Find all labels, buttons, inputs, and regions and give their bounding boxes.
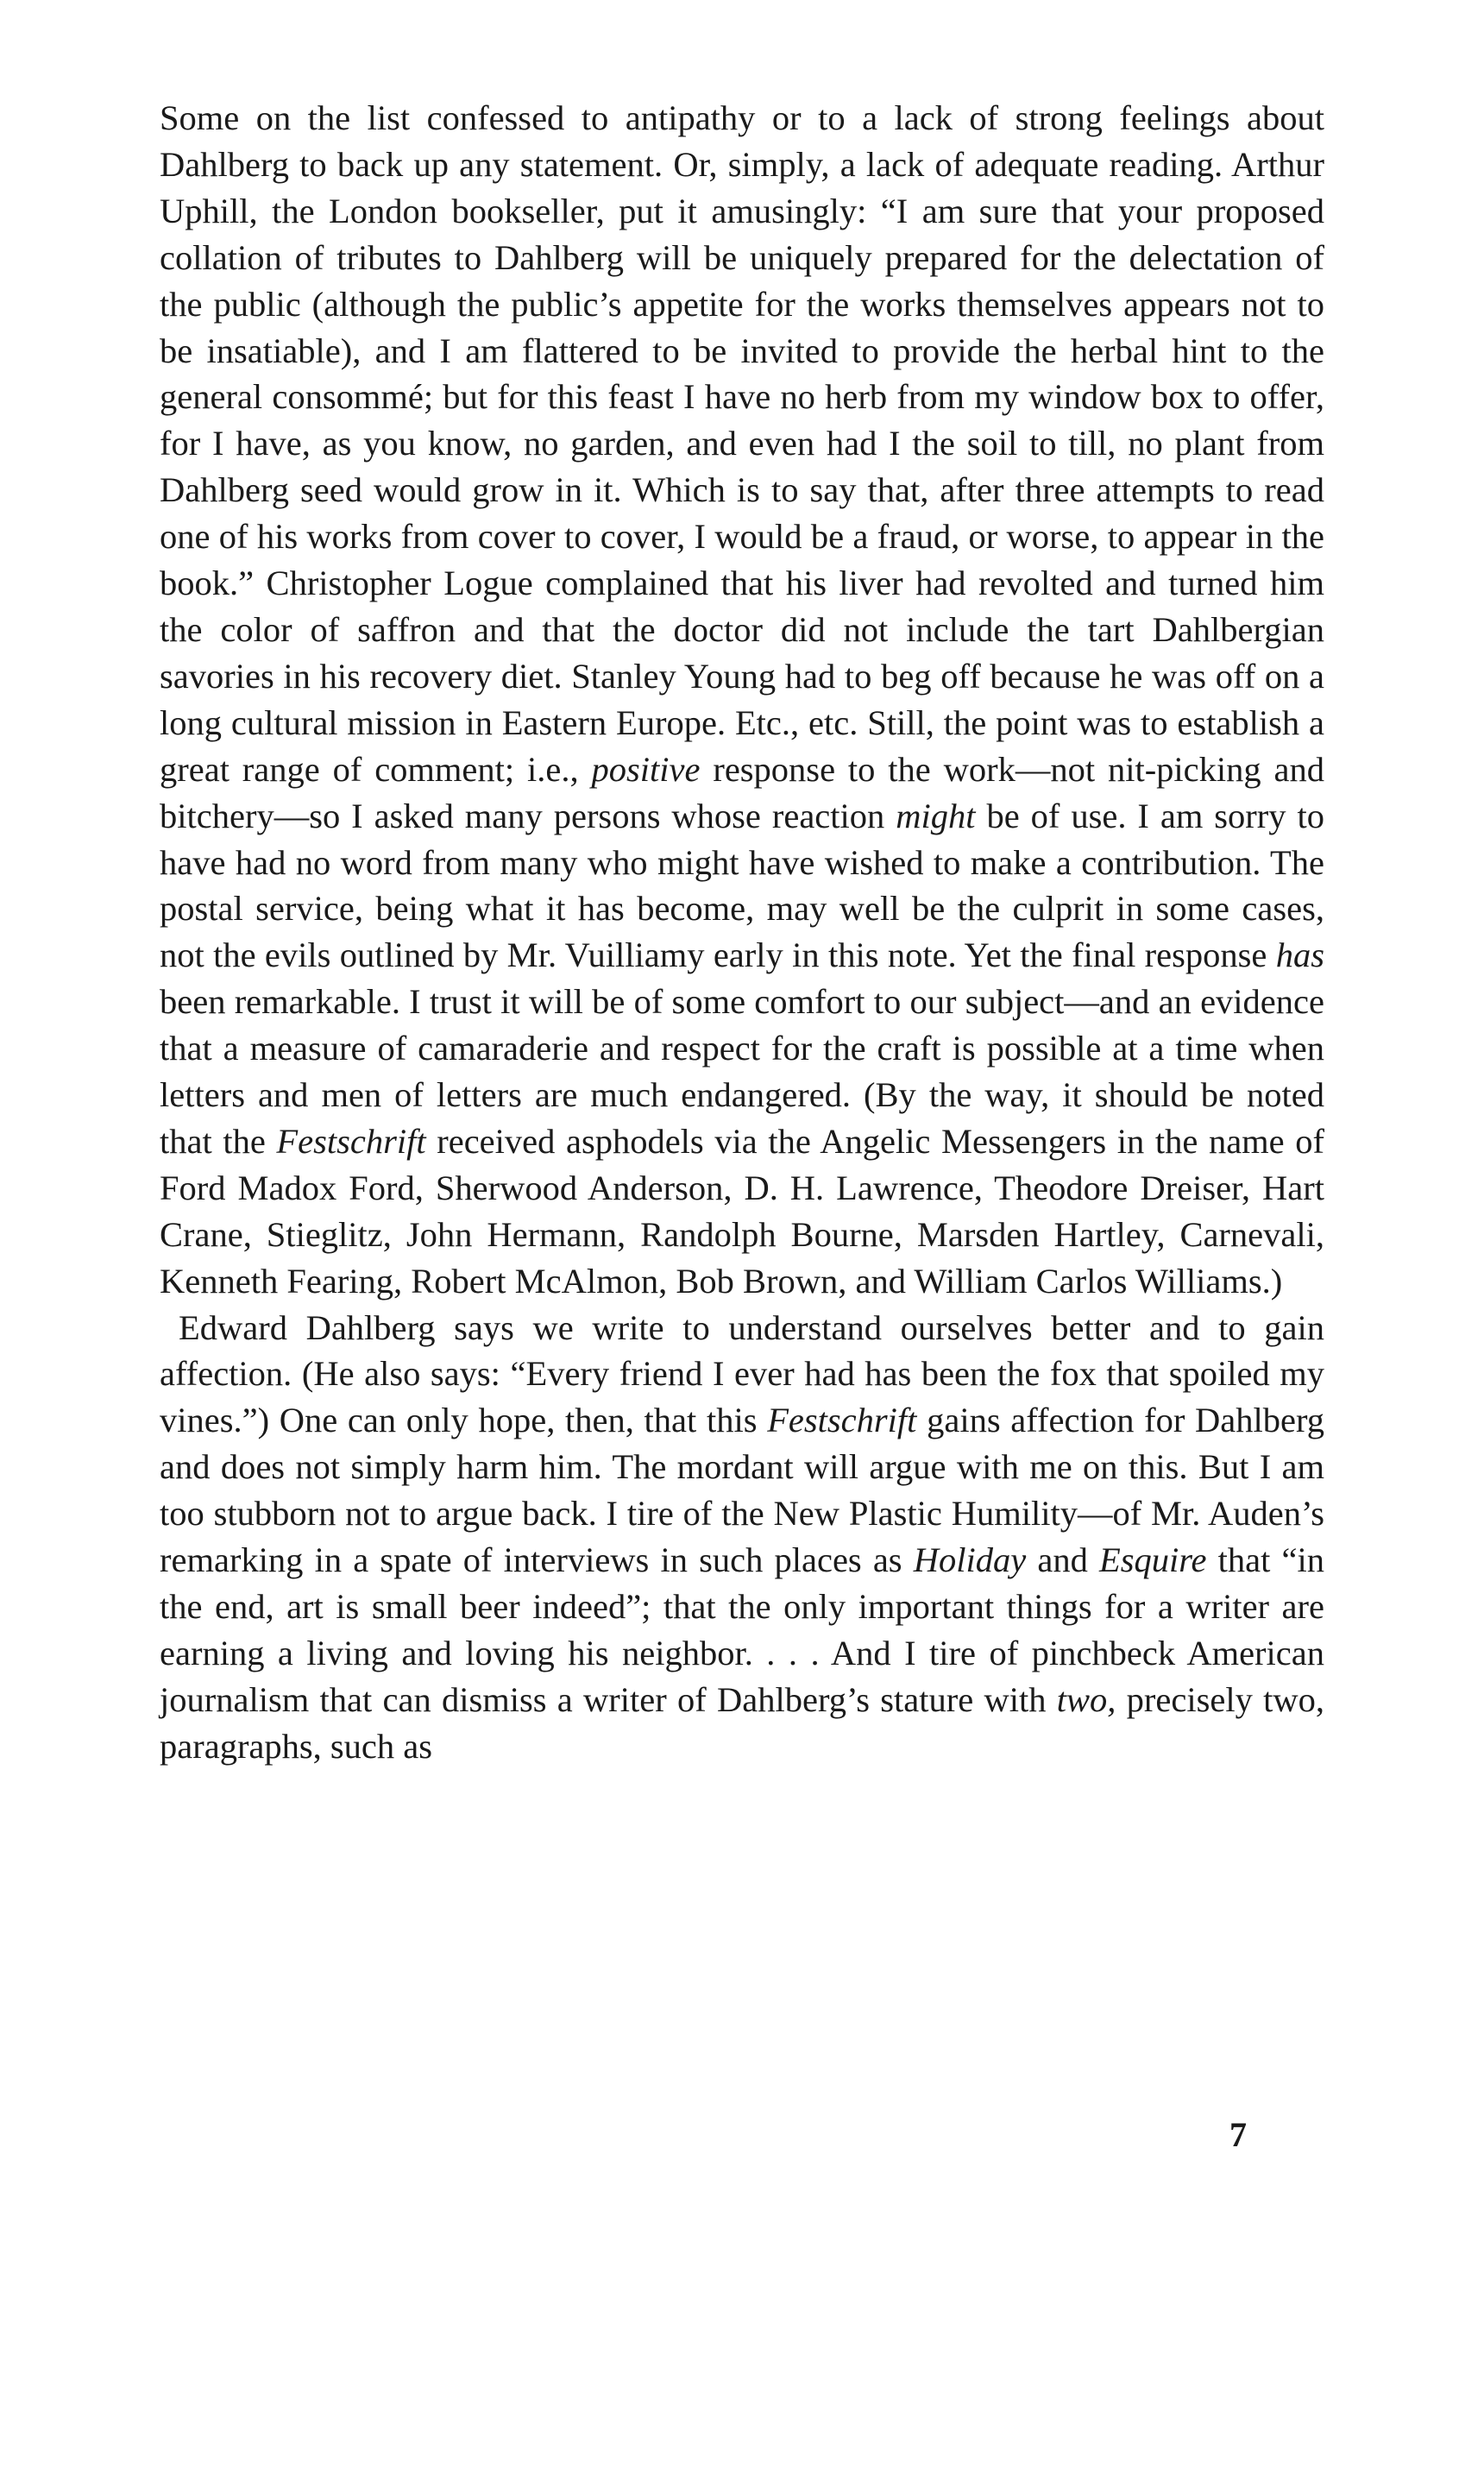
page-number: 7 bbox=[1229, 2115, 1247, 2154]
italic-run: Holiday bbox=[913, 1540, 1027, 1580]
body-text bbox=[160, 95, 1324, 1770]
paragraph-1 bbox=[160, 95, 1324, 1305]
italic-run: Festschrift bbox=[276, 1121, 426, 1161]
italic-run: positive bbox=[591, 749, 701, 789]
text-run: been remarkable. I trust it will be of some comfort to our subject—and an evidence that a measure of camaraderie and respect for the craft is possible at a time when letters and men of letters are much endangered. (By the way, it should be noted that the bbox=[160, 982, 1324, 1161]
italic-run: Festschrift bbox=[767, 1401, 917, 1440]
paragraph-2 bbox=[160, 1305, 1324, 1770]
italic-run: has bbox=[1275, 935, 1324, 975]
text-run: be of use. I am sorry to have had no word from many who might have wished to make a contribution. The postal service, being what it has become, may well be the culprit in some cases, not the evils outlined by Mr. Vuilliamy early in this note. Yet the final response bbox=[160, 796, 1324, 975]
italic-run: two, bbox=[1056, 1679, 1116, 1719]
page-body bbox=[160, 95, 1324, 1770]
text-run: Some on the list confessed to antipathy or to a lack of strong feelings about Dahlberg to back up any statement. Or, simply, a lack of adequate reading. Arthur Uphill, the London bookseller, put it amusingly: “I am sure that your proposed collation of tributes to Dahlberg will be uniquely prepared for the delectation of the public (although the public’s appetite for the works themselves appears not to be insatiable), and I am flattered to be invited to provide the herbal hint to the general consommé; but for this feast I have no herb from my window box to offer, for I have, as you know, no garden, and even had I the soil to till, no plant from Dahlberg seed would grow in it. Which is to say that, after three attempts to read one of his works from cover to cover, I would be a fraud, or worse, to appear in the book.” Christopher Logue complained that his liver had revolted and turned him the color of saffron and that the doctor did not include the tart Dahlbergian savories in his recovery diet. Stanley Young had to beg off because he was off on a long cultural mission in Eastern Europe. Etc., etc. Still, the point was to establish a great range of comment; i.e., bbox=[160, 98, 1324, 789]
text-run: response to the work—not nit-picking and bitchery—so I asked many persons whose reaction bbox=[160, 749, 1324, 835]
text-run: precisely two, paragraphs, such as bbox=[160, 1679, 1325, 1766]
italic-run: Esquire bbox=[1098, 1540, 1207, 1580]
text-run: gains affection for Dahlberg and does not simply harm him. The mordant will argue with me on this. But I am too stubborn not to argue back. I tire of the New Plastic Humility—of Mr. Auden’s remarking in a spate of interviews in such places as bbox=[160, 1401, 1324, 1580]
italic-run: might bbox=[896, 796, 976, 835]
text-run: received asphodels via the Angelic Messengers in the name of Ford Madox Ford, Sherwood Anderson, D. H. Lawrence, Theodore Dreiser, Hart Crane, Stieglitz, John Hermann, Randolph Bourne, Marsden Hartley, Carnevali, Kenneth Fearing, Robert McAlmon, Bob Brown, and William Carlos Williams.) bbox=[160, 1121, 1324, 1301]
text-run: and bbox=[1026, 1540, 1099, 1580]
text-run: that “in the end, art is small beer indeed”; that the only important things for a writer are earning a living and loving his neighbor. . . . And I tire of pinchbeck American journalism that can dismiss a writer of Dahlberg’s stature with bbox=[160, 1540, 1324, 1719]
text-run: Edward Dahlberg says we write to understand ourselves better and to gain affection. (He also says: “Every friend I ever had has been the fox that spoiled my vines.”) One can only hope, then, that this bbox=[160, 1307, 1324, 1440]
